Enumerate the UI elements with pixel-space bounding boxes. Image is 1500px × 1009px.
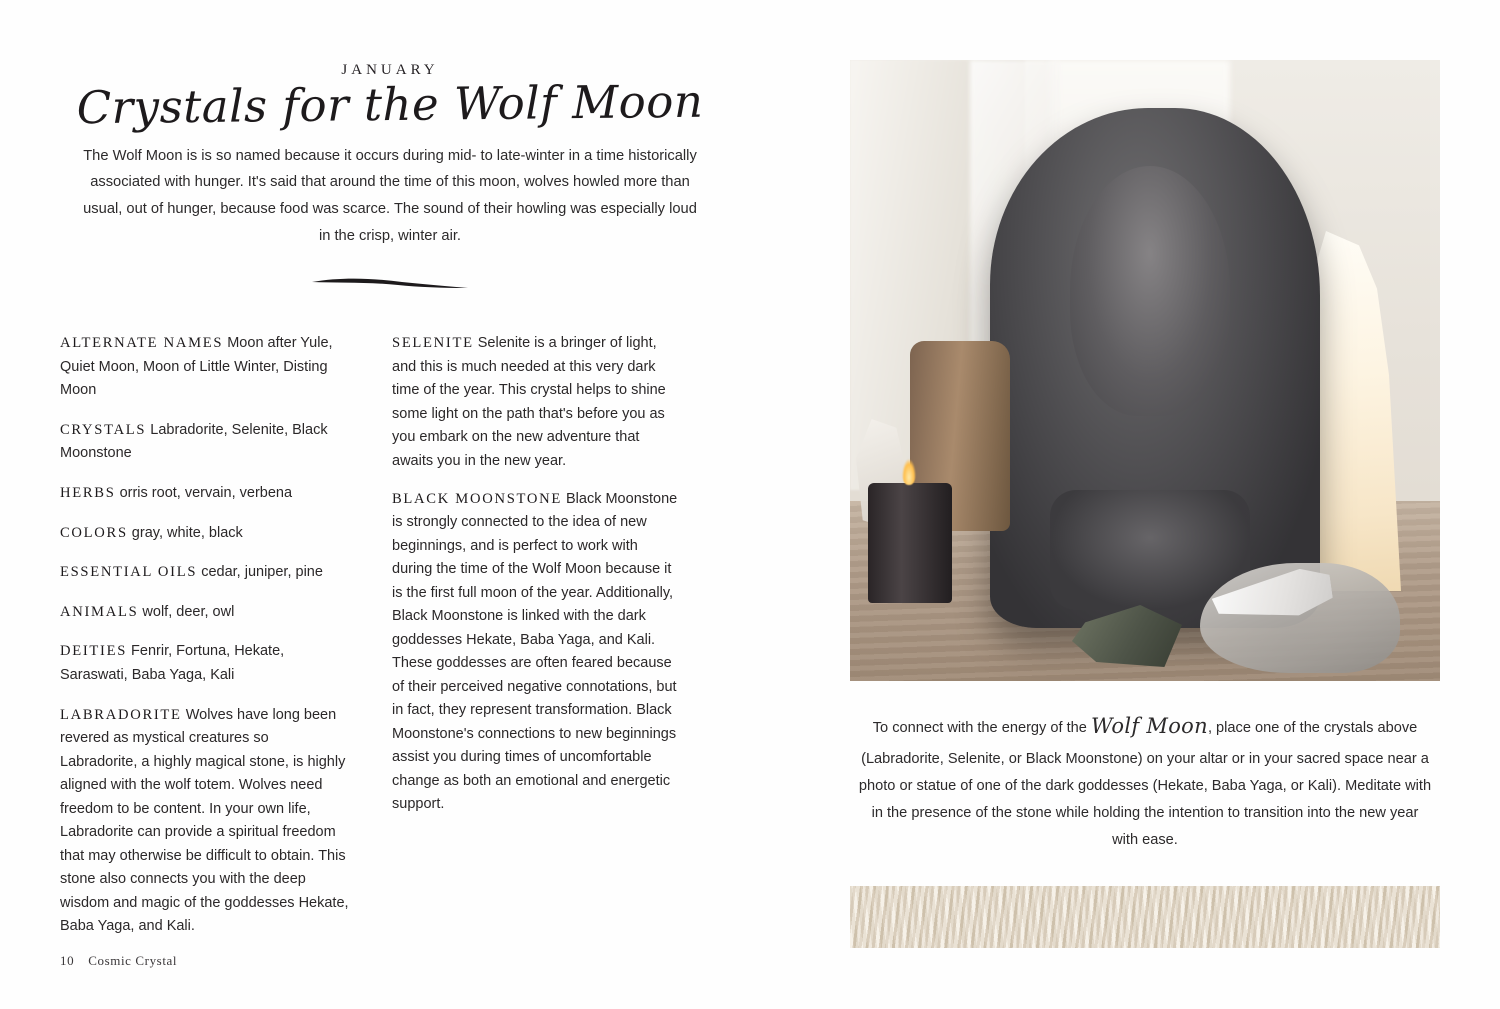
column-one — [60, 318, 350, 953]
intro-paragraph: The Wolf Moon is is so named because it occurs during mid- to late-winter in a time historically associated with hunger. It's said that around the time of this moon, wolves howled more than usual, out of hunger, because food was scarce. The sound of their howling was especially loud in the crisp, winter air. — [83, 147, 697, 244]
page-title: Crystals for the Wolf Moon — [76, 74, 704, 135]
entry-text: Selenite is a bringer of light, and this is much needed at this very dark time of the year. This crystal helps to shine some light on the path that's before you as you embark on the new adventure that awaits you in the new year. — [392, 335, 666, 469]
entry-label: LABRADORITE — [60, 706, 182, 723]
entry-text: orris root, vervain, verbena — [115, 484, 293, 501]
entry-label: ANIMALS — [60, 603, 139, 620]
left-page — [60, 48, 720, 968]
month-kicker: JANUARY — [341, 62, 439, 78]
book-title: Cosmic Crystal — [88, 953, 178, 968]
fur-texture-band — [850, 886, 1440, 948]
list-item — [392, 488, 682, 817]
entry-text: cedar, juniper, pine — [197, 564, 323, 581]
entry-label: ESSENTIAL OILS — [60, 564, 198, 581]
goddess-statue — [990, 108, 1320, 628]
list-item — [60, 482, 350, 506]
caption-before: To connect with the energy of the — [872, 720, 1091, 736]
entry-label: CRYSTALS — [60, 421, 147, 438]
entry-label: DEITIES — [60, 643, 128, 660]
photo-caption — [850, 707, 1440, 854]
entry-label: COLORS — [60, 524, 128, 541]
caption-script: Wolf Moon — [1090, 714, 1208, 738]
page-number: 10 — [60, 953, 75, 968]
entry-text: Fenrir, Fortuna, Hekate, Saraswati, Baba Yaga, Kali — [60, 643, 285, 684]
entry-text: Wolves have long been revered as mystical creatures so Labradorite, a highly magical stone, is highly aligned with the wolf totem. Wolves need freedom to be content. In your own life, Labradorite can provide a spiritual freedom that may otherwise be difficult to obtain. This stone also connects you with the deep wisdom and magic of the goddesses Hekate, Baba Yaga, and Kali. — [60, 706, 349, 935]
flourish-divider — [310, 276, 470, 292]
flame-icon — [902, 459, 916, 485]
list-item — [392, 332, 682, 473]
list-item — [60, 640, 350, 687]
list-item — [60, 419, 350, 466]
entry-label: ALTERNATE NAMES — [60, 335, 224, 352]
detail-columns — [60, 318, 720, 953]
list-item — [60, 332, 350, 403]
list-item — [60, 601, 350, 625]
black-candle — [868, 483, 952, 603]
entry-text: wolf, deer, owl — [138, 603, 235, 620]
list-item — [60, 522, 350, 546]
page-footer — [60, 953, 177, 969]
entry-label: HERBS — [60, 484, 116, 501]
altar-photo — [850, 60, 1440, 681]
entry-label: BLACK MOONSTONE — [392, 490, 562, 507]
right-page — [850, 60, 1440, 948]
entry-text: Black Moonstone is strongly connected to the idea of new beginnings, and is perfect to work with during the time of the Wolf Moon because it is the first full moon of the year. Additionally, Black Moonstone is linked with the dark goddesses Hekate, Baba Yaga, and Kali. These goddesses are often feared because of their perceived negative connotations, but in fact, they represent transformation. Black Moonstone's connections to new beginnings assist you during times of uncomfortable change as both an emotional and energetic support. — [392, 490, 678, 813]
entry-text: Labradorite, Selenite, Black Moonstone — [60, 421, 328, 462]
caption-after: , place one of the crystals above (Labradorite, Selenite, or Black Moonstone) on your altar or in your sacred space near a photo or statue of one of the dark goddesses (Hekate, Baba Yaga, or Kali). Meditate with in the presence of the stone while holding the intention to transition into the new year with ease. — [858, 720, 1432, 848]
entry-text: Moon after Yule, Quiet Moon, Moon of Little Winter, Disting Moon — [60, 335, 333, 399]
entry-text: gray, white, black — [127, 524, 243, 541]
list-item — [60, 561, 350, 585]
list-item — [60, 704, 350, 939]
entry-label: SELENITE — [392, 335, 474, 352]
column-two — [392, 318, 682, 953]
